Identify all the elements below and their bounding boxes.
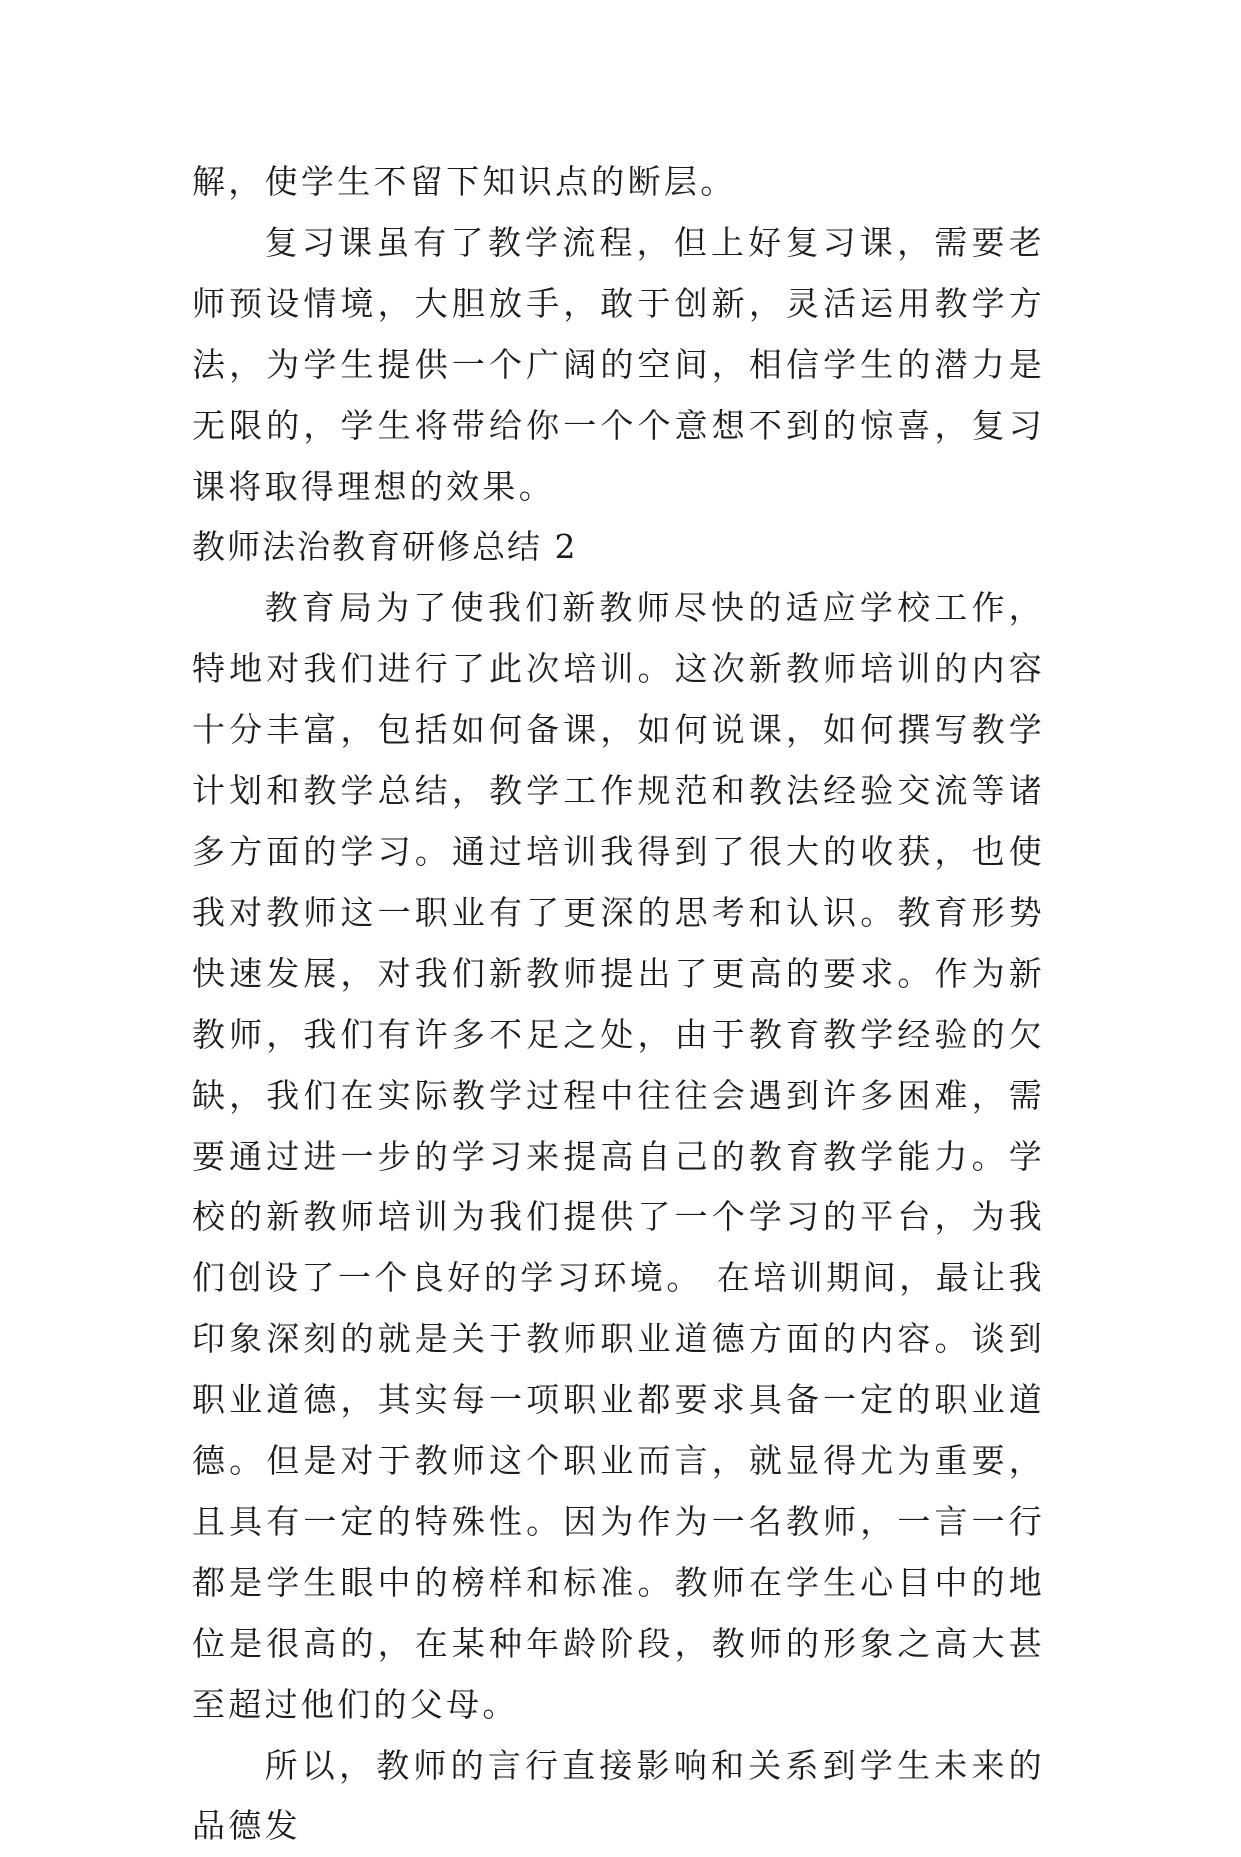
- document-body: [192, 152, 1045, 1857]
- paragraph-continuation: 解，使学生不留下知识点的断层。: [192, 162, 737, 201]
- paragraph-review-class: 复习课虽有了教学流程，但上好复习课，需要老师预设情境，大胆放手，敢于创新，灵活运用教学方法，为学生提供一个广阔的空间，相信学生的潜力是无限的，学生将带给你一个个意想不到的惊喜，复习课将取得理想的效果。: [192, 222, 1045, 506]
- paragraph-conclusion: 所以，教师的言行直接影响和关系到学生未来的品德发: [192, 1745, 1045, 1846]
- section-heading: 教师法治教育研修总结 2: [192, 527, 578, 567]
- paragraph-training: 教育局为了使我们新教师尽快的适应学校工作，特地对我们进行了此次培训。这次新教师培训的内容十分丰富，包括如何备课，如何说课，如何撰写教学计划和教学总结，教学工作规范和教法经验交流等诸多方面的学习。通过培训我得到了很大的收获，也使我对教师这一职业有了更深的思考和认识。教育形势快速发展，对我们新教师提出了更高的要求。作为新教师，我们有许多不足之处，由于教育教学经验的欠缺，我们在实际教学过程中往往会遇到许多困难，需要通过进一步的学习来提高自己的教育教学能力。学校的新教师培训为我们提供了一个学习的平台，为我们创设了一个良好的学习环境。 在培训期间，最让我印象深刻的就是关于教师职业道德方面的内容。谈到职业道德，其实每一项职业都要求具备一定的职业道德。但是对于教师这个职业而言，就显得尤为重要，且具有一定的特殊性。因为作为一名教师，一言一行都是学生眼中的榜样和标准。教师在学生心目中的地位是很高的，在某种年龄阶段，教师的形象之高大甚至超过他们的父母。: [192, 588, 1045, 1724]
